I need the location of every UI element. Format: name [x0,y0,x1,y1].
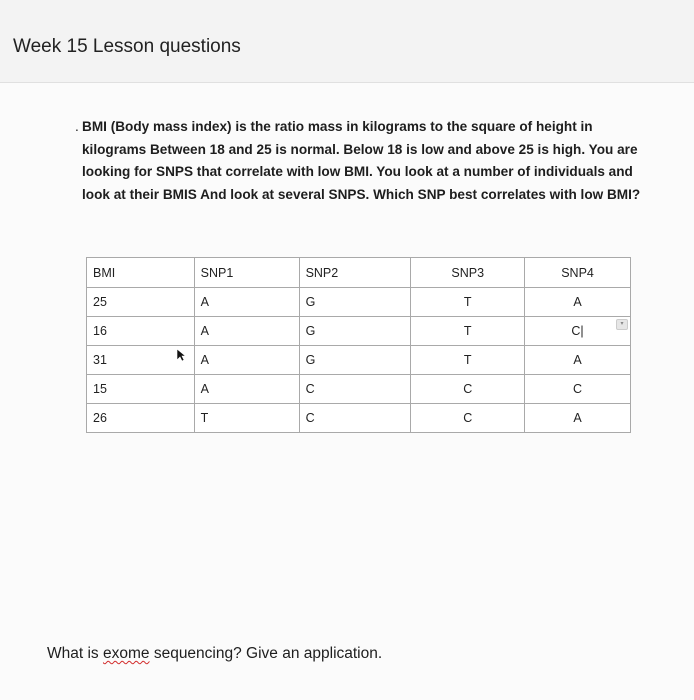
cell-bmi[interactable]: 25 [87,288,195,317]
header-snp2: SNP2 [299,258,411,288]
question-2-misspelled-word[interactable]: exome [102,645,150,662]
question-1-text: BMI (Body mass index) is the ratio mass in kilograms to the square of height in kilograms Between 18 and 25 is normal. Below 18 is low and above 25 is high. You are looking for SNPS that correlate with low BMI. You look at a number of individuals and look at their BMIS And look at several SNPS. Which SNP best correlates with low BMI? [82,119,641,202]
cell-snp2[interactable]: G [299,288,411,317]
table-row [87,288,631,317]
header-bmi: BMI [87,258,195,288]
cell-bmi[interactable]: 31 [87,346,195,375]
question-2 [47,645,382,663]
column-resize-handle-icon[interactable]: ▾ [616,319,628,330]
question-2-before: What is [47,645,103,662]
cell-snp4[interactable]: A [525,346,631,375]
cell-snp3[interactable]: T [411,346,525,375]
header-band [0,0,694,83]
snp-table [86,257,631,433]
table-row [87,375,631,404]
cell-snp2[interactable]: C [299,404,411,433]
table-row [87,346,631,375]
cell-snp1[interactable]: T [194,404,299,433]
header-snp1: SNP1 [194,258,299,288]
cell-snp1[interactable]: A [194,317,299,346]
cell-snp2[interactable]: G [299,317,411,346]
page-title: Week 15 Lesson questions [13,36,241,57]
cell-snp1[interactable]: A [194,288,299,317]
cell-bmi[interactable]: 26 [87,404,195,433]
cell-snp4[interactable]: C| [525,317,631,346]
mouse-cursor-icon [176,348,186,362]
cell-snp1[interactable]: A [194,346,299,375]
cell-snp4[interactable]: C [525,375,631,404]
cell-snp3[interactable]: C [411,375,525,404]
question-bullet: . [75,119,79,134]
cell-snp2[interactable]: G [299,346,411,375]
cell-bmi[interactable]: 15 [87,375,195,404]
header-snp4: SNP4 [525,258,631,288]
cell-snp2[interactable]: C [299,375,411,404]
cell-snp3[interactable]: C [411,404,525,433]
table-header-row [87,258,631,288]
cell-snp4[interactable]: A [525,288,631,317]
cell-bmi[interactable]: 16 [87,317,195,346]
cell-snp3[interactable]: T [411,317,525,346]
question-2-after: sequencing? Give an application. [149,645,383,662]
table-row [87,404,631,433]
cell-snp1[interactable]: A [194,375,299,404]
question-1 [75,116,642,206]
cell-snp4[interactable]: A [525,404,631,433]
table-row [87,317,631,346]
header-snp3: SNP3 [411,258,525,288]
cell-snp3[interactable]: T [411,288,525,317]
